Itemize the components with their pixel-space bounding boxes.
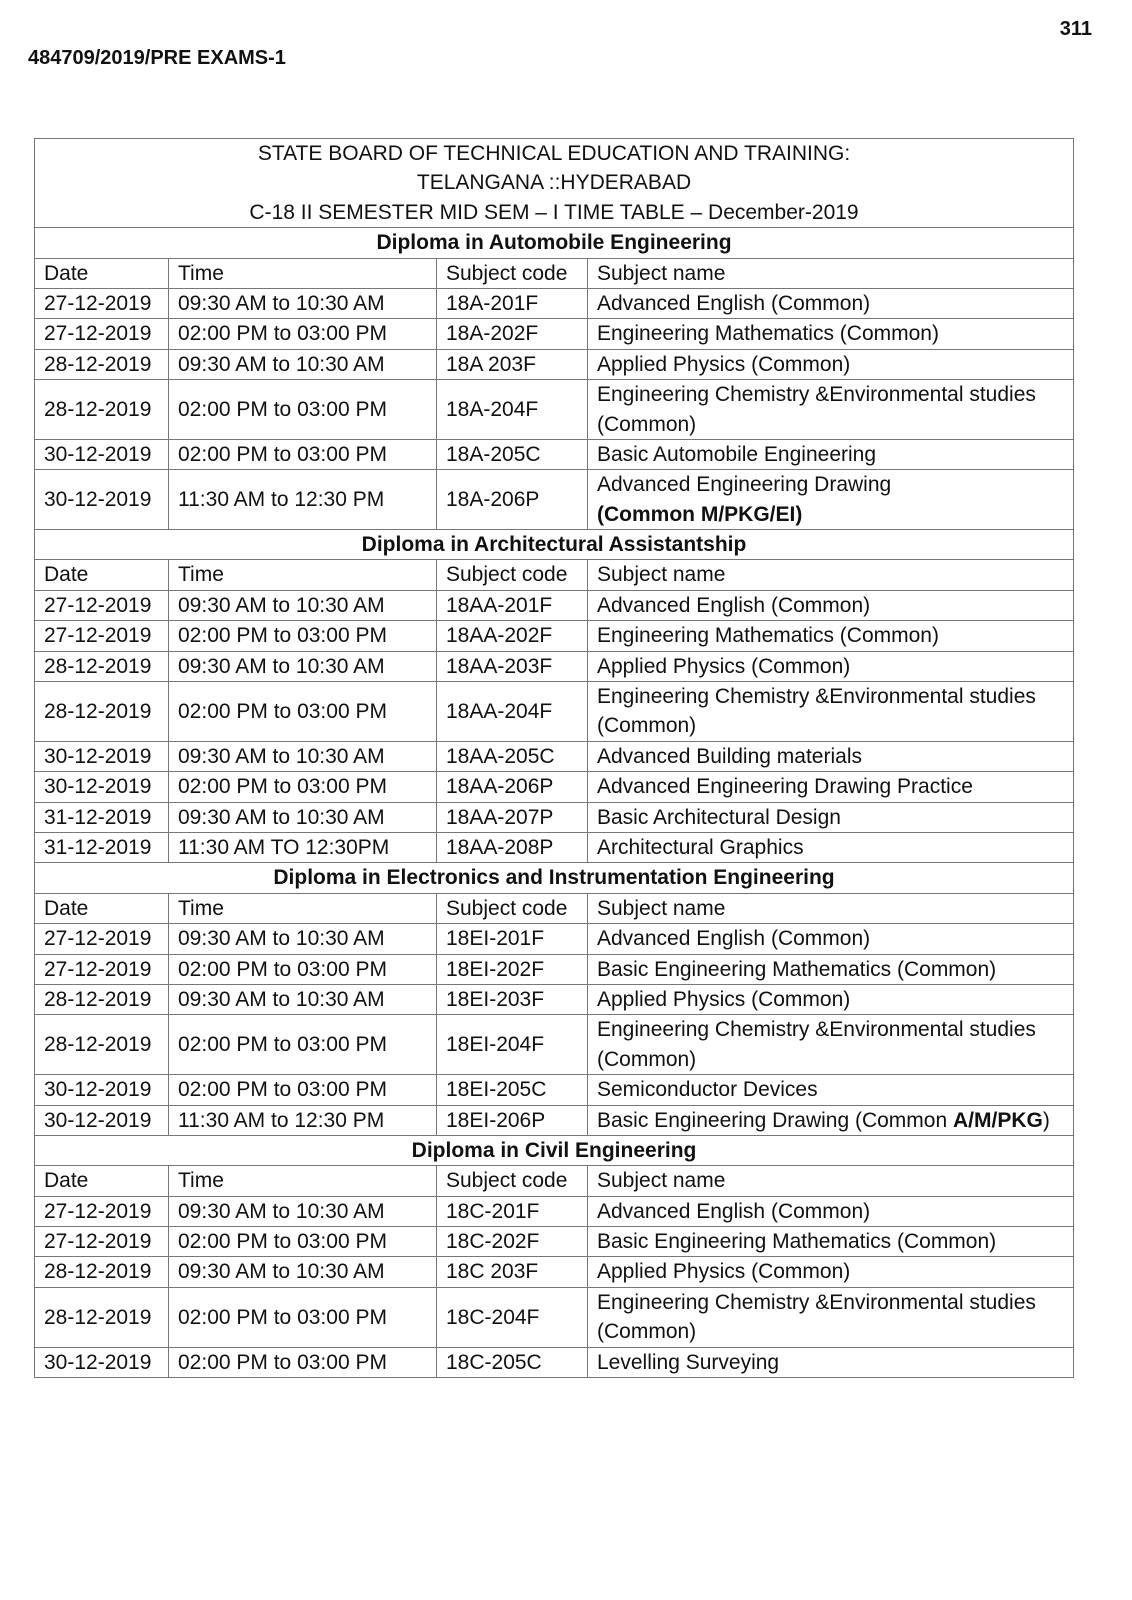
table-row (35, 590, 1074, 620)
time-cell: 02:00 PM to 03:00 PM (169, 319, 437, 349)
subject-code-cell: 18AA-206P (437, 772, 588, 802)
subject-name-cell (588, 832, 1074, 862)
table-row (35, 1105, 1074, 1135)
table-row (35, 1287, 1074, 1347)
table-row (35, 984, 1074, 1014)
subject-name-text: Applied Physics (Common) (597, 352, 851, 376)
subject-code-cell: 18EI-206P (437, 1105, 588, 1135)
date-cell: 30-12-2019 (35, 1105, 169, 1135)
time-cell: 09:30 AM to 10:30 AM (169, 349, 437, 379)
table-row (35, 741, 1074, 771)
subject-name-cell (588, 1075, 1074, 1105)
time-cell: 02:00 PM to 03:00 PM (169, 439, 437, 469)
subject-name-cell (588, 741, 1074, 771)
subject-code-cell: 18EI-201F (437, 924, 588, 954)
subject-name-cell (588, 590, 1074, 620)
subject-code-cell: 18EI-205C (437, 1075, 588, 1105)
page-number: 311 (1059, 18, 1092, 40)
subject-name-cell (588, 954, 1074, 984)
table-row (35, 380, 1074, 440)
date-cell: 28-12-2019 (35, 380, 169, 440)
subject-code-cell: 18A-206P (437, 470, 588, 530)
subject-name-text: Advanced Engineering Drawing Practice (597, 775, 973, 799)
date-cell: 30-12-2019 (35, 772, 169, 802)
time-cell: 02:00 PM to 03:00 PM (169, 1347, 437, 1377)
column-header-row (35, 560, 1074, 590)
subject-name-text: Basic Engineering Drawing (Common (597, 1108, 948, 1132)
time-cell: 09:30 AM to 10:30 AM (169, 288, 437, 318)
subject-name-cell (588, 924, 1074, 954)
subject-name-cell (588, 1257, 1074, 1287)
subject-name-cell (588, 349, 1074, 379)
subject-name-cell (588, 470, 1074, 530)
date-cell: 27-12-2019 (35, 319, 169, 349)
time-cell: 02:00 PM to 03:00 PM (169, 1075, 437, 1105)
subject-name-text: Advanced English (Common) (597, 593, 871, 617)
time-cell: 09:30 AM to 10:30 AM (169, 984, 437, 1014)
time-cell: 02:00 PM to 03:00 PM (169, 1287, 437, 1347)
subject-name-text: Semiconductor Devices (597, 1078, 818, 1102)
subject-name-cell (588, 1227, 1074, 1257)
timetable (34, 138, 1074, 1378)
subject-code-cell: 18AA-203F (437, 651, 588, 681)
section-title: Diploma in Civil Engineering (35, 1135, 1074, 1165)
section-title-row (35, 530, 1074, 560)
column-header-row (35, 893, 1074, 923)
date-cell: 28-12-2019 (35, 1015, 169, 1075)
time-cell: 09:30 AM to 10:30 AM (169, 802, 437, 832)
section-title-row (35, 863, 1074, 893)
date-cell: 30-12-2019 (35, 1075, 169, 1105)
subject-code-cell: 18AA-208P (437, 832, 588, 862)
time-cell: 09:30 AM to 10:30 AM (169, 590, 437, 620)
time-cell: 02:00 PM to 03:00 PM (169, 621, 437, 651)
subject-name-text: Basic Automobile Engineering (597, 442, 877, 466)
header-date: Date (35, 1166, 169, 1196)
section-title: Diploma in Electronics and Instrumentation Engineering (35, 863, 1074, 893)
subject-name-bold: (Common M/PKG/EI) (597, 502, 803, 526)
table-row (35, 621, 1074, 651)
time-cell: 11:30 AM to 12:30 PM (169, 470, 437, 530)
header-time: Time (169, 560, 437, 590)
table-row (35, 772, 1074, 802)
subject-name-tail: ) (1042, 1108, 1050, 1132)
subject-name-cell (588, 1105, 1074, 1135)
reference-number: 484709/2019/PRE EXAMS-1 (28, 47, 286, 69)
subject-name-text: Applied Physics (Common) (597, 1260, 851, 1284)
document-title (35, 139, 1074, 228)
subject-code-cell: 18AA-201F (437, 590, 588, 620)
table-row (35, 470, 1074, 530)
subject-name-text: Architectural Graphics (597, 835, 804, 859)
table-row (35, 1015, 1074, 1075)
subject-code-cell: 18C-202F (437, 1227, 588, 1257)
date-cell: 27-12-2019 (35, 621, 169, 651)
subject-name-cell (588, 380, 1074, 440)
table-row (35, 1257, 1074, 1287)
subject-name-cell (588, 1015, 1074, 1075)
date-cell: 28-12-2019 (35, 1257, 169, 1287)
subject-code-cell: 18AA-202F (437, 621, 588, 651)
subject-name-cell (588, 984, 1074, 1014)
table-row (35, 288, 1074, 318)
column-header-row (35, 1166, 1074, 1196)
time-cell: 09:30 AM to 10:30 AM (169, 651, 437, 681)
time-cell: 09:30 AM to 10:30 AM (169, 1196, 437, 1226)
subject-name-cell (588, 1196, 1074, 1226)
header-date: Date (35, 893, 169, 923)
time-cell: 02:00 PM to 03:00 PM (169, 380, 437, 440)
header-subject-code: Subject code (437, 560, 588, 590)
date-cell: 28-12-2019 (35, 651, 169, 681)
header-subject-code: Subject code (437, 893, 588, 923)
subject-name-cell (588, 319, 1074, 349)
date-cell: 28-12-2019 (35, 984, 169, 1014)
date-cell: 28-12-2019 (35, 349, 169, 379)
title-line-3: C-18 II SEMESTER MID SEM – I TIME TABLE – December-2019 (249, 200, 859, 224)
date-cell: 30-12-2019 (35, 439, 169, 469)
subject-name-text: Engineering Chemistry &Environmental studies (Common) (597, 685, 1036, 738)
time-cell: 02:00 PM to 03:00 PM (169, 954, 437, 984)
header-date: Date (35, 560, 169, 590)
subject-name-text: Advanced English (Common) (597, 291, 871, 315)
subject-name-cell (588, 772, 1074, 802)
subject-name-cell (588, 288, 1074, 318)
subject-name-text: Advanced English (Common) (597, 927, 871, 951)
table-row (35, 832, 1074, 862)
header-subject-name: Subject name (588, 1166, 1074, 1196)
table-row (35, 349, 1074, 379)
date-cell: 30-12-2019 (35, 1347, 169, 1377)
subject-name-cell (588, 682, 1074, 742)
subject-name-text: Levelling Surveying (597, 1350, 780, 1374)
date-cell: 27-12-2019 (35, 954, 169, 984)
header-subject-name: Subject name (588, 893, 1074, 923)
subject-code-cell: 18C-204F (437, 1287, 588, 1347)
subject-name-bold: A/M/PKG (953, 1108, 1043, 1132)
subject-name-cell (588, 621, 1074, 651)
date-cell: 31-12-2019 (35, 832, 169, 862)
subject-code-cell: 18EI-203F (437, 984, 588, 1014)
subject-code-cell: 18AA-207P (437, 802, 588, 832)
date-cell: 28-12-2019 (35, 682, 169, 742)
time-cell: 02:00 PM to 03:00 PM (169, 772, 437, 802)
subject-name-cell (588, 1287, 1074, 1347)
subject-code-cell: 18C-205C (437, 1347, 588, 1377)
date-cell: 31-12-2019 (35, 802, 169, 832)
time-cell: 11:30 AM TO 12:30PM (169, 832, 437, 862)
subject-code-cell: 18A 203F (437, 349, 588, 379)
header-time: Time (169, 893, 437, 923)
header-time: Time (169, 1166, 437, 1196)
header-subject-code: Subject code (437, 1166, 588, 1196)
header-time: Time (169, 258, 437, 288)
time-cell: 09:30 AM to 10:30 AM (169, 1257, 437, 1287)
date-cell: 27-12-2019 (35, 1227, 169, 1257)
title-line-2: TELANGANA ::HYDERABAD (416, 171, 692, 195)
table-row (35, 924, 1074, 954)
table-row (35, 1227, 1074, 1257)
subject-code-cell: 18A-204F (437, 380, 588, 440)
subject-name-cell (588, 439, 1074, 469)
subject-name-text: Engineering Chemistry &Environmental studies (Common) (597, 383, 1036, 436)
subject-name-cell (588, 651, 1074, 681)
table-row (35, 954, 1074, 984)
subject-name-text: Applied Physics (Common) (597, 987, 851, 1011)
time-cell: 02:00 PM to 03:00 PM (169, 1015, 437, 1075)
header-subject-name: Subject name (588, 560, 1074, 590)
subject-code-cell: 18AA-204F (437, 682, 588, 742)
date-cell: 30-12-2019 (35, 470, 169, 530)
section-title-row (35, 1135, 1074, 1165)
subject-name-text: Basic Engineering Mathematics (Common) (597, 1230, 997, 1254)
table-row (35, 1075, 1074, 1105)
table-row (35, 1196, 1074, 1226)
section-title-row (35, 228, 1074, 258)
subject-name-text: Engineering Chemistry &Environmental studies (Common) (597, 1290, 1036, 1344)
section-title: Diploma in Architectural Assistantship (35, 530, 1074, 560)
table-row (35, 682, 1074, 742)
time-cell: 02:00 PM to 03:00 PM (169, 1227, 437, 1257)
table-row (35, 651, 1074, 681)
title-line-1: STATE BOARD OF TECHNICAL EDUCATION AND TRAINING: (257, 142, 851, 165)
subject-name-cell (588, 1347, 1074, 1377)
subject-name-text: Advanced English (Common) (597, 1199, 871, 1223)
section-title: Diploma in Automobile Engineering (35, 228, 1074, 258)
table-row (35, 802, 1074, 832)
subject-code-cell: 18A-205C (437, 439, 588, 469)
time-cell: 02:00 PM to 03:00 PM (169, 682, 437, 742)
subject-code-cell: 18A-201F (437, 288, 588, 318)
subject-name-text: Engineering Mathematics (Common) (597, 322, 939, 346)
subject-code-cell: 18EI-202F (437, 954, 588, 984)
subject-name-text: Applied Physics (Common) (597, 654, 851, 678)
column-header-row (35, 258, 1074, 288)
table-row (35, 1347, 1074, 1377)
date-cell: 27-12-2019 (35, 924, 169, 954)
timetable-container (34, 138, 1073, 1378)
time-cell: 09:30 AM to 10:30 AM (169, 924, 437, 954)
subject-name-cell (588, 802, 1074, 832)
date-cell: 27-12-2019 (35, 1196, 169, 1226)
time-cell: 09:30 AM to 10:30 AM (169, 741, 437, 771)
subject-code-cell: 18EI-204F (437, 1015, 588, 1075)
subject-code-cell: 18C-201F (437, 1196, 588, 1226)
subject-code-cell: 18A-202F (437, 319, 588, 349)
subject-name-text: Engineering Chemistry &Environmental studies (Common) (597, 1018, 1036, 1071)
subject-name-text: Basic Architectural Design (597, 805, 841, 829)
subject-name-text: Advanced Engineering Drawing (597, 473, 892, 497)
date-cell: 27-12-2019 (35, 590, 169, 620)
header-date: Date (35, 258, 169, 288)
date-cell: 27-12-2019 (35, 288, 169, 318)
table-row (35, 439, 1074, 469)
subject-name-text: Engineering Mathematics (Common) (597, 624, 939, 648)
header-subject-code: Subject code (437, 258, 588, 288)
subject-name-text: Basic Engineering Mathematics (Common) (597, 957, 997, 981)
subject-code-cell: 18AA-205C (437, 741, 588, 771)
header-subject-name: Subject name (588, 258, 1074, 288)
table-row (35, 319, 1074, 349)
subject-code-cell: 18C 203F (437, 1257, 588, 1287)
date-cell: 30-12-2019 (35, 741, 169, 771)
time-cell: 11:30 AM to 12:30 PM (169, 1105, 437, 1135)
subject-name-text: Advanced Building materials (597, 744, 862, 768)
title-row (35, 139, 1074, 228)
date-cell: 28-12-2019 (35, 1287, 169, 1347)
